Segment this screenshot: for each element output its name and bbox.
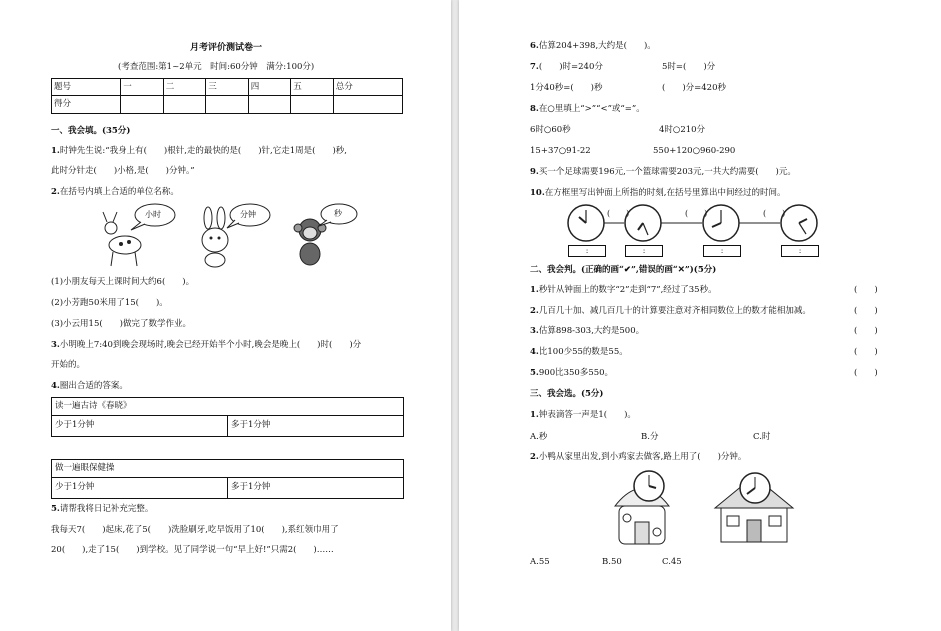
choice-1-option-a[interactable]: A.秒 xyxy=(530,432,548,442)
clock-icon xyxy=(625,205,661,241)
question-7-c: 1分40秒=( )秒 xyxy=(530,83,603,93)
time-box-1[interactable]: : xyxy=(568,245,606,257)
answer-box-1-title: 读一遍古诗《春晓》 xyxy=(55,401,132,411)
option-less-than-minute[interactable]: 少于1分钟 xyxy=(55,482,95,492)
question-6: 6.估算204+398,大约是( )。 xyxy=(530,41,656,51)
score-header-cell: 三 xyxy=(206,79,249,96)
question-7-a: 7.( )时=240分 xyxy=(530,62,603,72)
question-7-b: 5时=( )分 xyxy=(662,62,716,72)
score-cell xyxy=(121,96,164,114)
question-2: 2.在括号内填上合适的单位名称。 xyxy=(51,187,179,197)
judge-paren-3[interactable]: ( ) xyxy=(854,326,878,336)
score-header-cell: 题号 xyxy=(52,79,121,96)
choice-2-option-b[interactable]: B.50 xyxy=(602,557,622,567)
answer-box-1 xyxy=(51,397,404,437)
judge-paren-4[interactable]: ( ) xyxy=(854,347,878,357)
score-cell xyxy=(248,96,291,114)
question-4: 4.圈出合适的答案。 xyxy=(51,381,128,391)
question-7-d: ( )分=420秒 xyxy=(662,83,726,93)
left-page xyxy=(0,0,451,631)
elapsed-paren-2: ( ) xyxy=(685,209,708,218)
choice-2-option-a[interactable]: A.55 xyxy=(530,557,550,567)
judge-paren-2[interactable]: ( ) xyxy=(854,306,878,316)
elapsed-paren-3: ( ) xyxy=(763,209,786,218)
question-1: 1.时钟先生说:“我身上有( )根针,走的最快的是( )针,它走1周是( )秒, xyxy=(51,146,347,156)
question-5: 5.请帮我将日记补充完整。 xyxy=(51,504,154,514)
score-cell xyxy=(291,96,334,114)
bubble-hour: 小时 xyxy=(145,210,161,219)
question-10: 10.在方框里写出钟面上所指的时刻,在括号里算出中间经过的时间。 xyxy=(530,188,786,198)
elapsed-paren-1: ( ) xyxy=(607,209,630,218)
choice-1-option-b[interactable]: B.分 xyxy=(641,432,659,442)
judge-item-5: 5.900比350多550。 xyxy=(530,368,614,378)
score-header-cell: 五 xyxy=(291,79,334,96)
section-3-heading: 三、我会选。(5分) xyxy=(530,389,604,399)
judge-item-1: 1.秒针从钟面上的数字“2”走到“7”,经过了35秒。 xyxy=(530,285,717,295)
question-2-c: (3)小云用15( )做完了数学作业。 xyxy=(51,319,191,329)
exam-subtitle: (考查范围:第1~2单元 时间:60分钟 满分:100分) xyxy=(118,62,315,72)
answer-box-2-title: 做一遍眼保健操 xyxy=(55,463,115,473)
question-5-line1: 我每天7( )起床,花了5( )洗脸刷牙,吃早饭用了10( ),系红领巾用了 xyxy=(51,525,339,535)
question-9: 9.买一个足球需要196元,一个篮球需要203元,一共大约需要( )元。 xyxy=(530,167,796,177)
judge-item-4: 4.比100少55的数是55。 xyxy=(530,347,628,357)
choice-question-2: 2.小鸭从家里出发,到小鸡家去做客,路上用了( )分钟。 xyxy=(530,452,747,462)
score-cell xyxy=(333,96,402,114)
time-box-3[interactable]: : xyxy=(703,245,741,257)
deer-icon xyxy=(103,212,141,266)
question-8-b: 4时○210分 xyxy=(659,125,706,135)
score-table xyxy=(51,78,403,114)
clock-icon xyxy=(781,205,817,241)
judge-item-2: 2.几百几十加、减几百几十的计算要注意对齐相同数位上的数才能相加减。 xyxy=(530,306,811,316)
question-2-a: (1)小朋友每天上课时间大约6( )。 xyxy=(51,277,195,287)
score-cell xyxy=(163,96,206,114)
question-3: 3.小明晚上7:40到晚会现场时,晚会已经开始半个小时,晚会是晚上( )时( )分 xyxy=(51,340,362,350)
choice-1-option-c[interactable]: C.时 xyxy=(753,432,771,442)
question-8-a: 6时○60秒 xyxy=(530,125,571,135)
question-8-d: 550+120○960-290 xyxy=(653,146,736,156)
score-header-cell: 总分 xyxy=(333,79,402,96)
question-5-line2: 20( ),走了15( )到学校。见了同学说一句“早上好!”只需2( )…… xyxy=(51,545,334,555)
duck-house-icon xyxy=(615,471,669,544)
bubble-second: 秒 xyxy=(334,209,342,218)
time-box-2[interactable]: : xyxy=(625,245,663,257)
choice-2-option-c[interactable]: C.45 xyxy=(662,557,682,567)
judge-item-3: 3.估算898-303,大约是500。 xyxy=(530,326,645,336)
rabbit-icon xyxy=(202,207,228,267)
clock-icon xyxy=(568,205,604,241)
chicken-house-icon xyxy=(715,473,793,542)
judge-paren-1[interactable]: ( ) xyxy=(854,285,878,295)
time-box-4[interactable]: : xyxy=(781,245,819,257)
answer-box-2 xyxy=(51,459,404,499)
score-row-label: 得分 xyxy=(52,96,121,114)
option-more-than-minute[interactable]: 多于1分钟 xyxy=(231,420,271,430)
right-page xyxy=(459,0,941,631)
score-header-cell: 二 xyxy=(163,79,206,96)
choice-question-1: 1.钟表滴答一声是1( )。 xyxy=(530,410,636,420)
question-8: 8.在○里填上“>”“<”或“=”。 xyxy=(530,104,645,114)
option-more-than-minute[interactable]: 多于1分钟 xyxy=(231,482,271,492)
question-8-c: 15+37○91-22 xyxy=(530,146,591,156)
page-title: 月考评价测试卷一 xyxy=(190,43,263,53)
monkey-icon xyxy=(294,219,326,265)
houses-illustration xyxy=(607,466,807,554)
question-1-cont: 此时分针走( )小格,是( )分钟。” xyxy=(51,166,195,176)
score-header-cell: 一 xyxy=(121,79,164,96)
question-3-cont: 开始的。 xyxy=(51,360,86,370)
section-2-heading: 二、我会判。(正确的画“✔”,错误的画“✕”)(5分) xyxy=(530,265,717,275)
option-less-than-minute[interactable]: 少于1分钟 xyxy=(55,420,95,430)
score-cell xyxy=(206,96,249,114)
clock-icon xyxy=(703,205,739,241)
score-header-cell: 四 xyxy=(248,79,291,96)
section-1-heading: 一、我会填。(35分) xyxy=(51,126,131,136)
judge-paren-5[interactable]: ( ) xyxy=(854,368,878,378)
question-2-b: (2)小芳跑50米用了15( )。 xyxy=(51,298,168,308)
bubble-minute: 分钟 xyxy=(240,210,256,219)
